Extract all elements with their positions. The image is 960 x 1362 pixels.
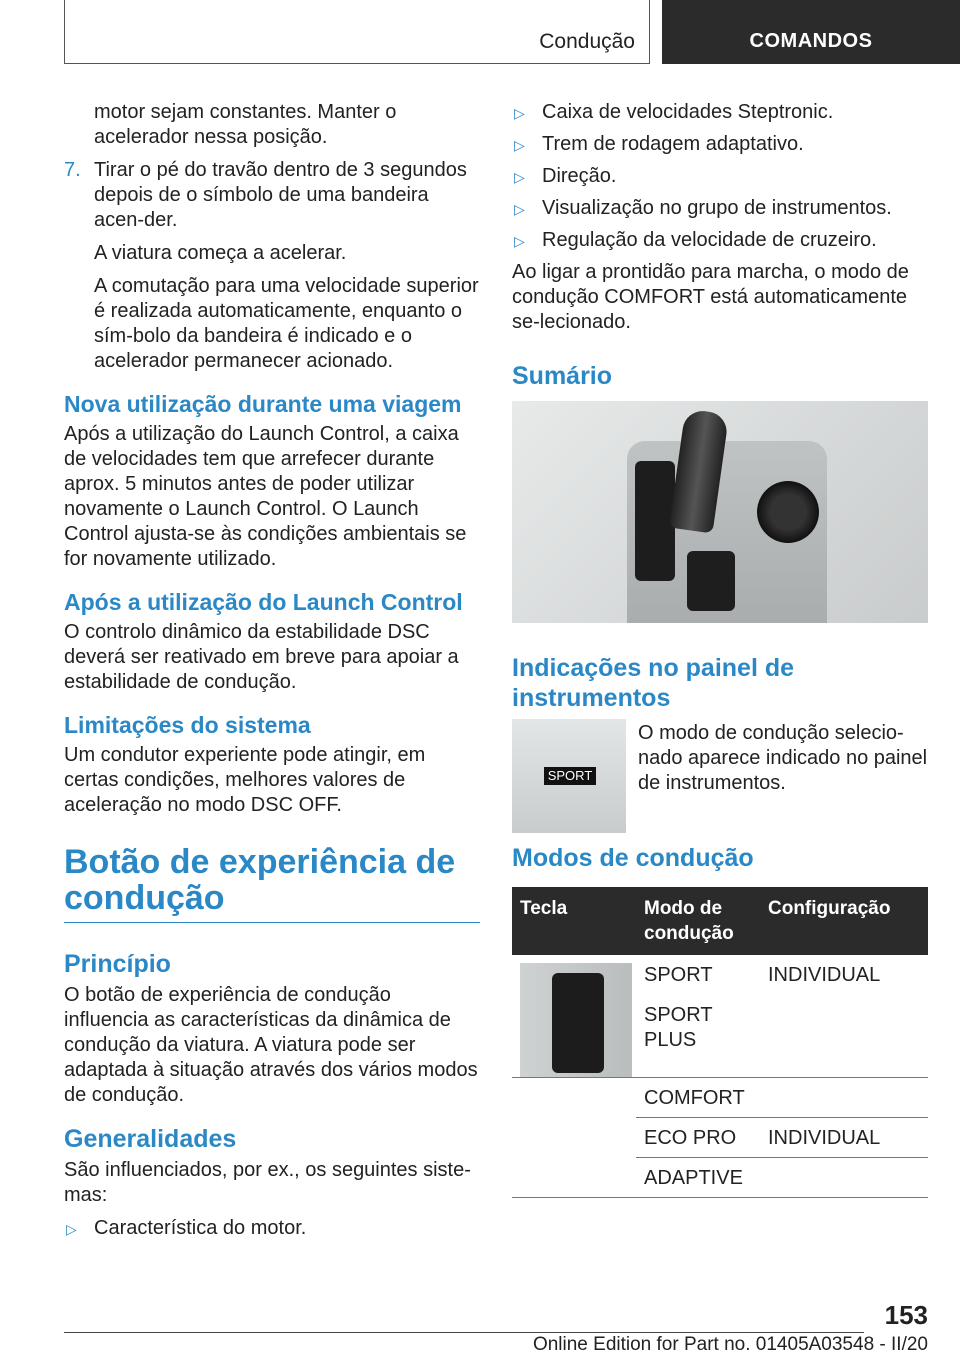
controller-dial-icon [757, 481, 819, 543]
table-row [512, 955, 928, 995]
table-cell: SPORT [644, 964, 713, 986]
triangle-bullet-icon: ▷ [514, 201, 525, 217]
paragraph: O botão de experiência de condução influencia as características da dinâmica de condução da viatura. A viatura pode ser adaptada à situação através dos vários modos de condução. [64, 984, 478, 1106]
list-item-text: Caixa de velocidades Steptronic. [542, 101, 834, 123]
triangle-bullet-icon: ▷ [514, 169, 525, 185]
table-cell [760, 1078, 928, 1118]
paragraph: São influenciados, por ex., os seguintes siste-mas: [64, 1159, 471, 1206]
table-row [512, 1158, 928, 1198]
page-number: 153 [884, 1300, 928, 1330]
footer-divider [64, 1332, 864, 1333]
header-section: Condução [539, 30, 635, 53]
table-cell [512, 1078, 636, 1118]
heading-limitacoes: Limitações do sistema [64, 712, 311, 738]
table-cell [760, 1158, 928, 1198]
list-item [512, 132, 928, 157]
list-item-text: Característica do motor. [94, 1217, 307, 1239]
modes-table [512, 887, 928, 1198]
button-strip [552, 973, 604, 1073]
paragraph: O controlo dinâmico da estabilidade DSC deverá ser reativado em breve para apoiar a estabilidade de condução. [64, 621, 459, 693]
list-item [512, 100, 928, 125]
chapter-title: Botão de experiência de condução [64, 844, 480, 923]
step-text: A viatura começa a acelerar. [94, 242, 347, 264]
instrument-indicator [512, 719, 928, 837]
instrument-display-image [512, 719, 626, 833]
table-cell: INDIVIDUAL [760, 1118, 928, 1158]
table-cell [512, 1158, 636, 1198]
center-console-photo [512, 401, 928, 623]
table-cell [760, 995, 928, 1078]
list-item-text: Direção. [542, 165, 617, 187]
table-cell: ADAPTIVE [636, 1158, 760, 1198]
paragraph: Após a utilização do Launch Control, a caixa de velocidades tem que arrefecer durante aprox. 5 minutos antes de poder utilizar novamente o Launch Control. O Launch Control ajusta-se às condições ambientais se for novamente utilizado. [64, 423, 467, 570]
list-item [512, 196, 928, 221]
list-item-text: Visualização no grupo de instrumentos. [542, 197, 892, 219]
triangle-bullet-icon: ▷ [514, 233, 525, 249]
table-cell: SPORT PLUS [636, 995, 760, 1078]
heading-indicacoes: Indicações no painel de instrumentos [512, 654, 795, 712]
triangle-bullet-icon: ▷ [66, 1221, 77, 1237]
list-item [512, 228, 928, 253]
parking-brake-icon [687, 551, 735, 611]
table-cell: ECO PRO [636, 1118, 760, 1158]
heading-principio: Princípio [64, 950, 171, 978]
mode-button-image [520, 963, 632, 1077]
right-column [512, 100, 928, 1198]
footer-edition: Online Edition for Part no. 01405A03548 - II/20 [532, 1334, 928, 1355]
table-cell: INDIVIDUAL [768, 964, 881, 986]
step-text: Tirar o pé do travão dentro de 3 segundos depois de o símbolo de uma bandeira acen-der. [94, 159, 467, 231]
table-header: Modo de condução [636, 887, 760, 955]
table-row [512, 1118, 928, 1158]
list-item [64, 1216, 480, 1241]
intro-text: motor sejam constantes. Manter o acelerador nessa posição. [94, 101, 397, 148]
heading-nova-utilizacao: Nova utilização durante uma viagem [64, 391, 462, 417]
paragraph: O modo de condução selecio-nado aparece indicado no painel de instrumentos. [638, 722, 928, 794]
key-image-cell [512, 955, 636, 1078]
triangle-bullet-icon: ▷ [514, 105, 525, 121]
table-row [512, 1078, 928, 1118]
table-cell: COMFORT [636, 1078, 760, 1118]
table-cell [512, 1118, 636, 1158]
header-chapter: COMANDOS [662, 0, 960, 64]
heading-apos-utilizacao: Após a utilização do Launch Control [64, 589, 463, 615]
list-item-text: Trem de rodagem adaptativo. [542, 133, 804, 155]
step-number: 7. [64, 159, 81, 181]
left-column [64, 100, 480, 1248]
paragraph: Um condutor experiente pode atingir, em certas condições, melhores valores de aceleração no modo DSC OFF. [64, 744, 426, 816]
heading-sumario: Sumário [512, 362, 613, 390]
list-item-text: Regulação da velocidade de cruzeiro. [542, 229, 877, 251]
table-header: Tecla [512, 887, 636, 955]
step-7 [64, 158, 480, 374]
header-box [64, 0, 650, 64]
table-header: Configuração [760, 887, 928, 955]
heading-generalidades: Generalidades [64, 1125, 237, 1153]
heading-modos: Modos de condução [512, 844, 754, 872]
sport-badge: SPORT [544, 767, 596, 785]
triangle-bullet-icon: ▷ [514, 137, 525, 153]
step-text: A comutação para uma velocidade superior é realizada automaticamente, enquanto o sím-bolo da bandeira é indicado e o acelerador permanecer acionado. [94, 275, 479, 372]
paragraph: Ao ligar a prontidão para marcha, o modo de condução COMFORT está automaticamente se-lecionado. [512, 261, 909, 333]
list-item [512, 164, 928, 189]
